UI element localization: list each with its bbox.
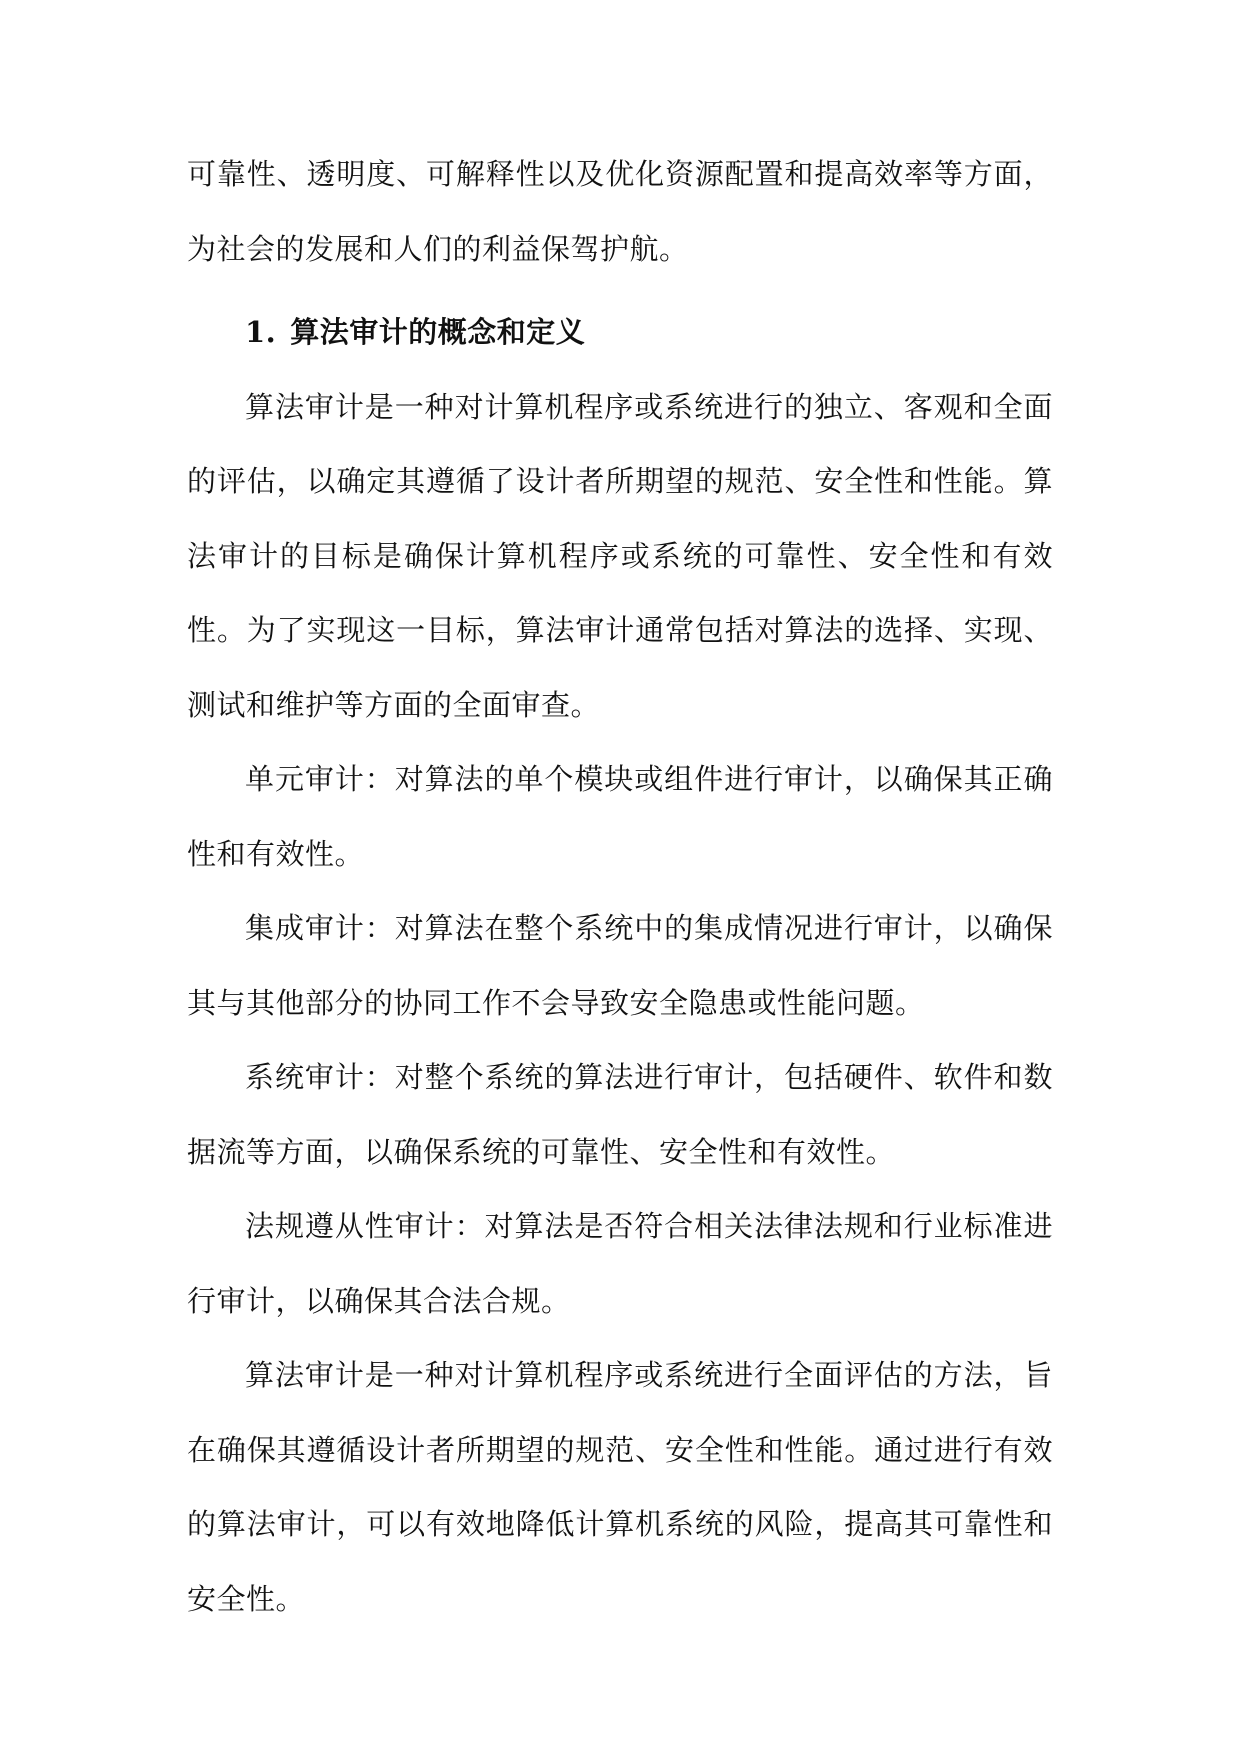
- continuation-paragraph: 可靠性、透明度、可解释性以及优化资源配置和提高效率等方面，为社会的发展和人们的利益保驾护航。: [187, 157, 1053, 266]
- section-number: 1.: [245, 315, 277, 349]
- unit-audit-paragraph: 单元审计：对算法的单个模块或组件进行审计，以确保其正确性和有效性。: [187, 762, 1053, 871]
- section-title: 算法审计的概念和定义: [290, 315, 586, 349]
- compliance-audit-paragraph: 法规遵从性审计：对算法是否符合相关法律法规和行业标准进行审计，以确保其合法合规。: [187, 1209, 1053, 1318]
- definition-paragraph: 算法审计是一种对计算机程序或系统进行的独立、客观和全面的评估，以确定其遵循了设计者所期望的规范、安全性和性能。算法审计的目标是确保计算机程序或系统的可靠性、安全性和有效性。为了实现这一目标，算法审计通常包括对算法的选择、实现、测试和维护等方面的全面审查。: [187, 389, 1053, 722]
- summary-paragraph: 算法审计是一种对计算机程序或系统进行全面评估的方法，旨在确保其遵循设计者所期望的规范、安全性和性能。通过进行有效的算法审计，可以有效地降低计算机系统的风险，提高其可靠性和安全性。: [187, 1358, 1053, 1616]
- integration-audit-paragraph: 集成审计：对算法在整个系统中的集成情况进行审计，以确保其与其他部分的协同工作不会导致安全隐患或性能问题。: [187, 911, 1053, 1020]
- system-audit-paragraph: 系统审计：对整个系统的算法进行审计，包括硬件、软件和数据流等方面，以确保系统的可靠性、安全性和有效性。: [187, 1060, 1053, 1169]
- page-content: [187, 137, 1053, 1636]
- section-heading: [187, 295, 1053, 370]
